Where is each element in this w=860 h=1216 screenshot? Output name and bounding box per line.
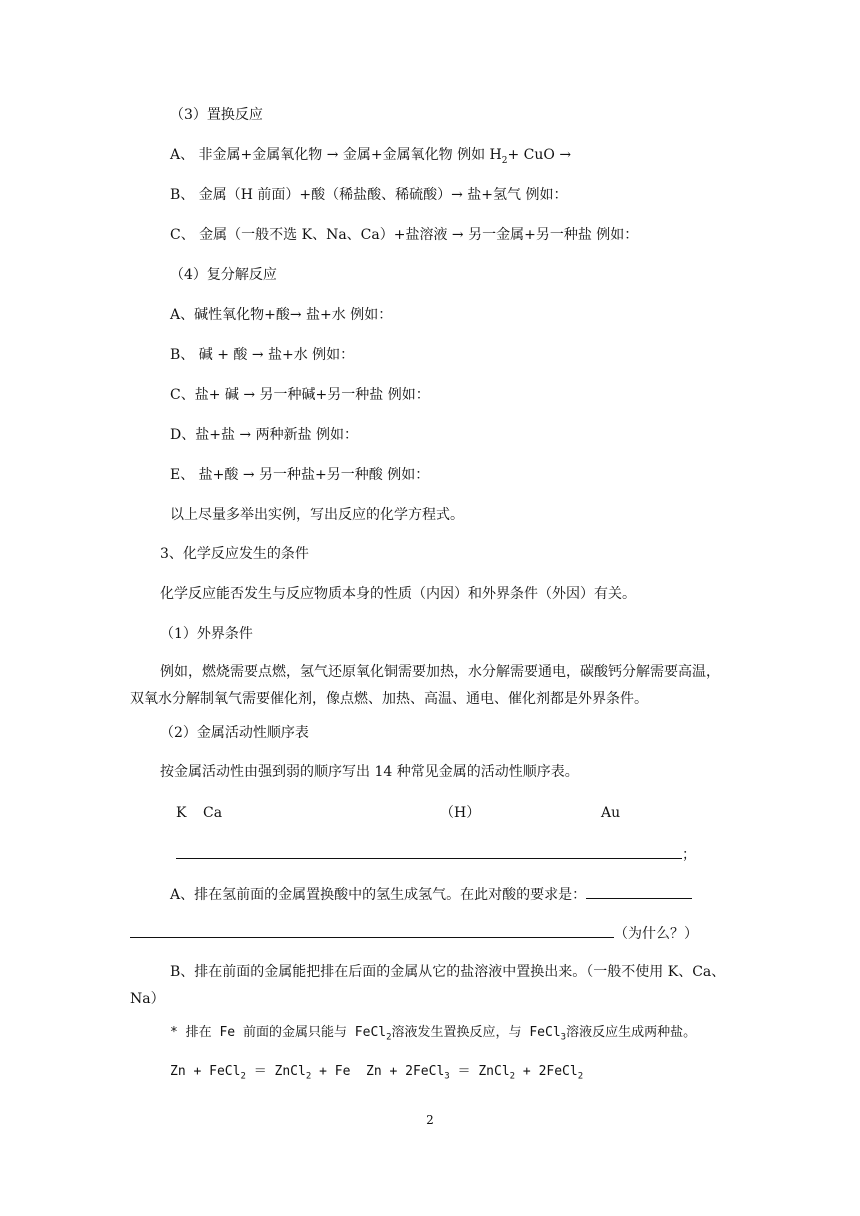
page-number: 2	[426, 1113, 434, 1127]
replacement-rule-a: A、 非金属+金属氧化物 → 金属+金属氧化物 例如 $H_2+$ CuO →	[170, 147, 572, 166]
series-answer-blank[interactable]	[176, 844, 682, 859]
series-answer-line[interactable]: ；	[176, 844, 696, 864]
activity-series-instruction: 按金属活动性由强到弱的顺序写出 14 种常见金属的活动性顺序表。	[160, 764, 579, 780]
reason-blank[interactable]	[130, 923, 614, 938]
fe-note: * 排在 Fe 前面的金属只能与 FeCl$_2$溶液发生置换反应，与 FeCl$_3$溶液反应生成两种盐。	[170, 1025, 697, 1043]
section-replacement-title: （3）置换反应	[170, 107, 263, 123]
double-decomp-rule-c: C、盐+ 碱 → 另一种碱+另一种盐 例如：	[170, 387, 430, 403]
series-k: K	[176, 805, 187, 821]
external-conditions-paragraph: 例如，燃烧需要点燃，氢气还原氧化铜需要加热，水分解需要通电，碳酸钙分解需要高温，双氧水分解制氧气需要催化剂，像点燃、加热、高温、通电、催化剂都是外界条件。	[130, 664, 720, 707]
activity-series-title: （2）金属活动性顺序表	[160, 725, 309, 741]
activity-rule-a-continued: （为什么？）	[130, 923, 698, 943]
examples-note: 以上尽量多举出实例，写出反应的化学方程式。	[170, 507, 464, 523]
section-double-decomp-title: （4）复分解反应	[170, 267, 277, 283]
external-conditions-title: （1）外界条件	[160, 626, 253, 642]
series-ca: Ca	[203, 805, 223, 821]
replacement-rule-c: C、 金属（一般不选 K、Na、Ca）+盐溶液 → 另一金属+另一种盐 例如：	[170, 227, 639, 243]
activity-rule-a: A、排在氢前面的金属置换酸中的氢生成氢气。在此对酸的要求是：	[170, 884, 692, 904]
acid-requirement-blank[interactable]	[586, 884, 692, 899]
double-decomp-rule-e: E、 盐+酸 → 另一种盐+另一种酸 例如：	[170, 467, 430, 483]
series-au: Au	[601, 805, 621, 821]
replacement-rule-b: B、 金属（H 前面）+酸（稀盐酸、稀硫酸）→ 盐+氢气 例如：	[170, 187, 568, 203]
double-decomp-rule-a: A、碱性氧化物+酸→ 盐+水 例如：	[170, 307, 393, 323]
series-h: （H）	[440, 805, 481, 821]
double-decomp-rule-d: D、盐+盐 → 两种新盐 例如：	[170, 427, 359, 443]
equation-zn-fecl2: Zn + FeCl$_2$ ＝ ZnCl$_2$ + Fe	[170, 1064, 351, 1082]
equation-zn-fecl3: Zn + 2FeCl$_3$ ＝ ZnCl$_2$ + 2FeCl$_2$	[366, 1064, 584, 1082]
conditions-intro: 化学反应能否发生与反应物质本身的性质（内因）和外界条件（外因）有关。	[160, 586, 636, 602]
activity-rule-b: B、排在前面的金属能把排在后面的金属从它的盐溶液中置换出来。（一般不使用 K、Ca、Na）	[130, 964, 726, 1007]
double-decomp-rule-b: B、 碱 + 酸 → 盐+水 例如：	[170, 347, 355, 363]
heading-reaction-conditions: 3、化学反应发生的条件	[160, 546, 309, 562]
